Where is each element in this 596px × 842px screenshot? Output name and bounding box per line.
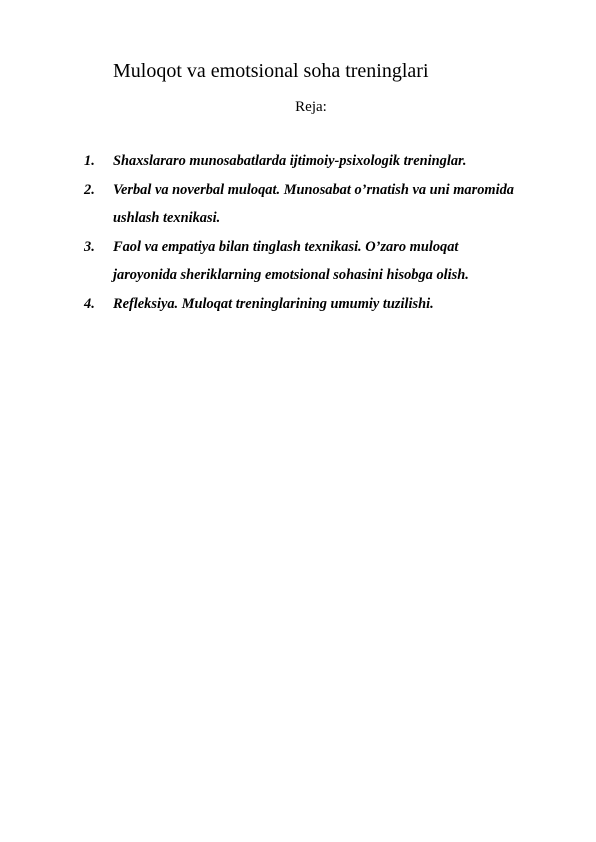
plan-item-number: 1. bbox=[84, 153, 95, 169]
plan-item-text: Shaxslararo munosabatlarda ijtimoiy-psixologik treninglar. bbox=[113, 153, 467, 169]
plan-item bbox=[84, 290, 524, 319]
plan-list bbox=[84, 147, 524, 318]
plan-item bbox=[84, 176, 524, 233]
plan-item-text: Verbal va noverbal muloqat. Munosabat o’rnatish va uni maromida ushlash texnikasi. bbox=[113, 181, 515, 226]
plan-item bbox=[84, 233, 524, 290]
plan-item-number: 2. bbox=[84, 181, 95, 198]
plan-item-number: 4. bbox=[84, 295, 95, 312]
plan-item-text: Refleksiya. Muloqat treninglarining umumiy tuzilishi. bbox=[113, 295, 434, 312]
plan-item-text: Faol va empatiya bilan tinglash texnikasi. O’zaro muloqat jaroyonida sheriklarning emotsional sohasini hisobga olish. bbox=[113, 238, 469, 283]
document-title: Muloqot va emotsional soha treninglari bbox=[113, 60, 429, 82]
plan-item bbox=[84, 147, 524, 176]
plan-label: Reja: bbox=[295, 99, 327, 115]
plan-item-number: 3. bbox=[84, 238, 95, 255]
